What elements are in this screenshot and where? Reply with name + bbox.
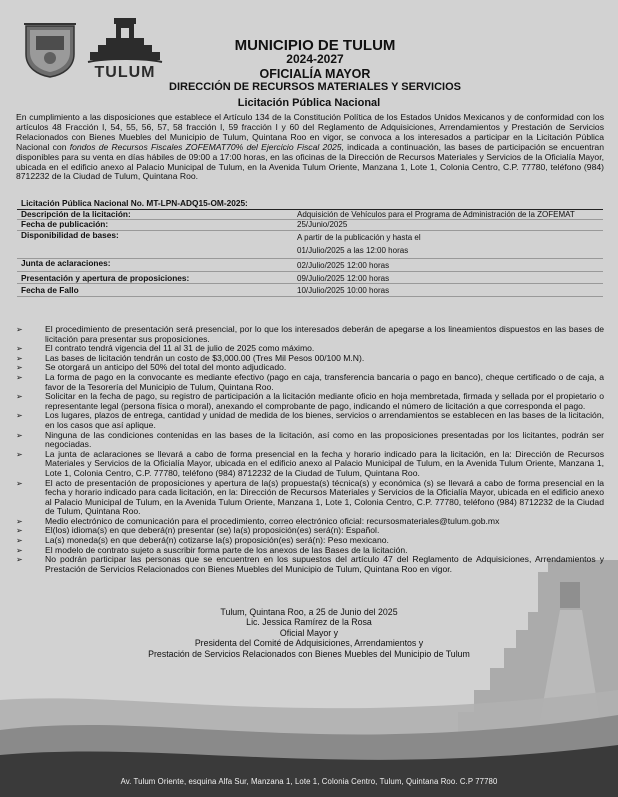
list-item-text: La junta de aclaraciones se llevará a cabo de forma presencial en la fecha y horario indicado para la licitación, en la: Dirección de Recursos Materiales y Servicios de la Oficialía Mayor, ubicada en el edificio anexo al Palacio Municipal de Tulum, en la Avenida Tulum Oriente, Manzana 1, Lote 1, Colonia Centro, C.P. 77780, teléfono (984) 8712232 de la Ciudad de Tulum, Quintana Roo.: [45, 448, 604, 478]
list-item-text: El acto de presentación de proposiciones y apertura de la(s) propuesta(s) técnica(s) y económica (s) se llevará a cabo de forma presencial en la fecha y horario indicado para cada licitación, en la: Dirección de Recursos Materiales y Servicios de la Oficialía Mayor, ubicada en el edificio anexo al Palacio Municipal de Tulum, en la Avenida Tulum Oriente, Manzana 1, Lote 1, Colonia Centro, C.P. 77780, teléfono (984) 8712232 de la Ciudad de Tulum, Quintana Roo.: [45, 477, 604, 517]
tender-details-table: [17, 199, 603, 297]
row-value: 09/Julio/2025 12:00 horas: [293, 271, 603, 284]
row-label: Disponibilidad de bases:: [17, 230, 293, 258]
arrowhead-bullet-icon: ➢: [16, 536, 23, 546]
list-item: [16, 431, 604, 450]
list-item-text: Medio electrónico de comunicación para el procedimiento, correo electrónico oficial: recursosmateriales@tulum.gob.mx: [45, 515, 500, 526]
intro-paragraph: [16, 113, 604, 182]
list-item-text: El modelo de contrato sujeto a suscribir forma parte de los anexos de las Bases de la licitación.: [45, 544, 408, 555]
list-item: [16, 479, 604, 517]
list-item-text: La(s) moneda(s) en que deberá(n) cotizarse la(s) proposición(es) será(n): Peso mexicano.: [45, 535, 389, 546]
signer-role-3: Prestación de Servicios Relacionados con Bienes Muebles del Municipio de Tulum: [148, 648, 470, 659]
arrowhead-bullet-icon: ➢: [16, 363, 23, 373]
list-item-text: Los lugares, plazos de entrega, cantidad y unidad de medida de los bienes, servicios o arrendamientos se establecen en las bases de la licitación, en los casos que así aplique.: [45, 410, 604, 430]
arrowhead-bullet-icon: ➢: [16, 516, 23, 526]
table-row: [17, 209, 603, 220]
list-item-text: Solicitar en la fecha de pago, su registro de participación a la licitación mediante oficio en hoja membretada, firmada y sellada por el propietario o representante legal (persona física o moral), anexando el comprobante de pago, indicando el número de licitación a que corresponda el pago.: [45, 391, 604, 411]
row-value: 10/Julio/2025 10:00 horas: [293, 284, 603, 297]
list-item-text: El contrato tendrá vigencia del 11 al 31 de julio de 2025 como máximo.: [45, 343, 315, 354]
place-date: Tulum, Quintana Roo, a 25 de Junio del 2025: [220, 607, 398, 617]
intro-italic-text: fondos de Recursos Fiscales ZOFEMAT70% del Ejercicio Fiscal 2025,: [69, 141, 344, 152]
intro-text-2: indicada a continuación, las bases de participación se encuentran disponibles para su venta en días hábiles de 09:00 a 17:00 horas, en las oficinas de la Dirección de Recursos Materiales y Servicios de la Oficialía Mayor, ubicada en el edificio anexo al Palacio Municipal de Tulum, en la Avenida Tulum Oriente, Manzana 1, Lote 1, Colonia Centro, C.P. 77780, teléfono (984) 8712232 de la Ciudad de Tulum, Quintana Roo.: [16, 141, 604, 182]
logo-text: TULUM: [94, 64, 156, 81]
list-item-text: Ninguna de las condiciones contenidas en las bases de la licitación, así como en las proposiciones presentadas por los licitantes, podrán ser negociadas.: [45, 429, 604, 450]
row-value: [293, 230, 603, 258]
row-value: 02/Julio/2025 12:00 horas: [293, 258, 603, 271]
arrowhead-bullet-icon: ➢: [16, 545, 23, 555]
row-value: 25/Junio/2025: [293, 220, 603, 231]
row-label: Presentación y apertura de proposiciones:: [17, 271, 293, 284]
row-label: Fecha de publicación:: [17, 220, 293, 231]
arrowhead-bullet-icon: ➢: [16, 353, 23, 363]
arrowhead-bullet-icon: ➢: [16, 344, 23, 354]
arrowhead-bullet-icon: ➢: [16, 555, 23, 565]
arrowhead-bullet-icon: ➢: [16, 478, 23, 488]
list-item: [16, 325, 604, 344]
table-row: [17, 271, 603, 284]
list-item: [16, 392, 604, 411]
arrowhead-bullet-icon: ➢: [16, 449, 23, 459]
row-value: Adquisición de Vehículos para el Programa de Administración de la ZOFEMAT: [293, 209, 603, 220]
notice-title: Licitación Pública Nacional: [237, 97, 381, 109]
table-row: [17, 220, 603, 231]
list-item-text: El procedimiento de presentación será presencial, por lo que los interesados deberán de apegarse a los lineamientos dispuestos en las bases de licitación para presentar sus proposiciones.: [45, 324, 604, 344]
list-item-text: El(los) idioma(s) en que deberá(n) presentar (se) la(s) proposición(es) será(n): Español.: [45, 525, 380, 536]
pyramid-logo-icon: [86, 16, 164, 66]
signer-role-2: Presidenta del Comité de Adquisiciones, Arrendamientos y: [194, 638, 424, 649]
list-item: [16, 555, 604, 574]
row-value-line-2: 01/Julio/2025 a las 12:00 horas: [297, 246, 409, 256]
list-item-text: Las bases de licitación tendrán un costo de $3,000.00 (Tres Mil Pesos 00/100 M.N).: [45, 352, 365, 363]
row-label: Junta de aclaraciones:: [17, 258, 293, 271]
list-item: [16, 411, 604, 430]
table-row: [17, 284, 603, 297]
list-item-text: No podrán participar las personas que se encuentren en los supuestos del artículo 47 del Reglamento de Adquisiciones, Arrendamientos y Prestación de Servicios Relacionados con Bienes Muebles del Municipio de Tulum, Quintana Roo en vigor.: [45, 554, 604, 574]
department-title: DIRECCIÓN DE RECURSOS MATERIALES Y SERVICIOS: [169, 81, 461, 93]
table-row: [17, 258, 603, 271]
list-item-text: La forma de pago en la convocante es mediante efectivo (pago en caja, transferencia bancaria o pago en banco), cheque certificado o de caja, a favor de la Tesorería del Municipio de Tulum, Quintana Roo.: [45, 371, 604, 392]
intro-text-1: En cumplimiento a las disposiciones que establece el Artículo 134 de la Constitución Política de los Estados Unidos Mexicanos y de conformidad con los artículos 48 Fracción I, 54, 55, 56, 57, 58 fracción I, 59 fracción I y 60 del Reglamento de Adquisiciones, Arrendamientos y Prestación de Servicios Relacionados con Bienes Muebles del Municipio de Tulum, Quintana Roo en vigor, se convoca a los interesados a participar en la Licitación Pública Nacional con: [16, 112, 604, 152]
municipality-title: MUNICIPIO DE TULUM: [234, 37, 396, 54]
arrowhead-bullet-icon: ➢: [16, 411, 23, 421]
list-item-text: Se otorgará un anticipo del 50% del total del monto adjudicado.: [45, 362, 287, 373]
table-header: Licitación Pública Nacional No. MT-LPN-ADQ15-OM-2025:: [17, 199, 603, 209]
signer-name: Lic. Jessica Ramírez de la Rosa: [246, 617, 372, 628]
row-label: Fecha de Fallo: [17, 284, 293, 297]
arrowhead-bullet-icon: ➢: [16, 526, 23, 536]
office-title: OFICIALÍA MAYOR: [259, 67, 371, 81]
conditions-list: [16, 325, 604, 574]
arrowhead-bullet-icon: ➢: [16, 392, 23, 402]
table-row: [17, 230, 603, 258]
arrowhead-bullet-icon: ➢: [16, 372, 23, 382]
list-item: [16, 450, 604, 479]
period: 2024-2027: [286, 52, 344, 66]
row-label: Descripción de la licitación:: [17, 209, 293, 220]
arrowhead-bullet-icon: ➢: [16, 430, 23, 440]
list-item: [16, 373, 604, 392]
arrowhead-bullet-icon: ➢: [16, 325, 23, 334]
row-value-line-1: A partir de la publicación y hasta el: [297, 232, 421, 242]
signature-block: [0, 607, 618, 659]
tulum-logo: [86, 16, 164, 82]
signer-role-1: Oficial Mayor y: [279, 627, 339, 638]
footer-address: Av. Tulum Oriente, esquina Alfa Sur, Manzana 1, Lote 1, Colonia Centro, Tulum, Quintana Roo. C.P 77780: [120, 777, 498, 786]
municipal-seal-icon: [22, 20, 78, 78]
